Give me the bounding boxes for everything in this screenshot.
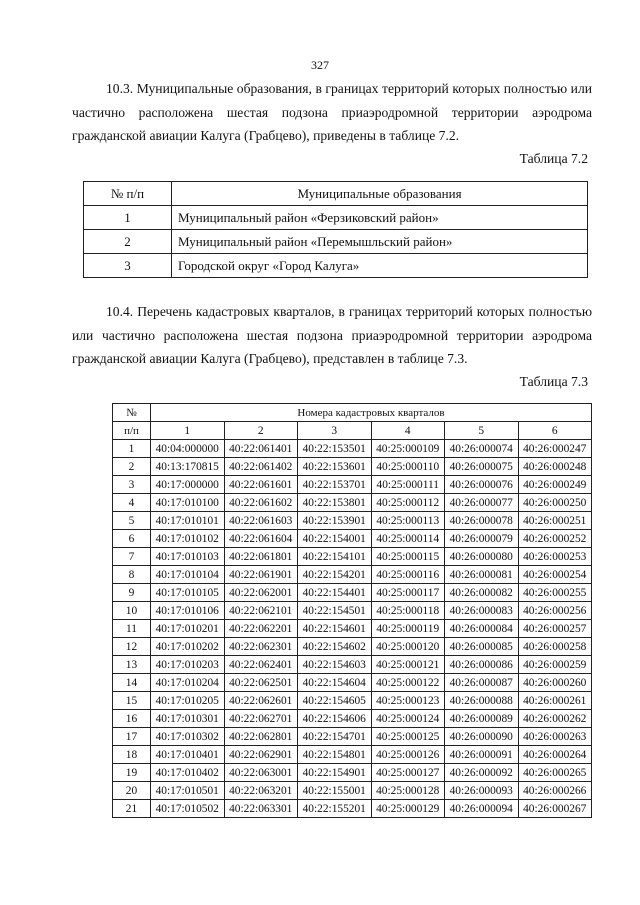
table-row <box>113 692 592 710</box>
cadastral-number-cell: 40:26:000089 <box>445 710 519 728</box>
cadastral-number-cell: 40:25:000112 <box>371 494 445 512</box>
table-row <box>113 566 592 584</box>
cadastral-number-cell: 40:17:010302 <box>151 728 225 746</box>
cadastral-number-cell: 40:25:000128 <box>371 782 445 800</box>
row-number: 16 <box>113 710 151 728</box>
cadastral-number-cell: 40:26:000091 <box>445 746 519 764</box>
paragraph-10-4 <box>72 300 592 371</box>
cadastral-number-cell: 40:26:000077 <box>445 494 519 512</box>
table-row <box>113 800 592 818</box>
cadastral-number-cell: 40:22:155201 <box>298 800 372 818</box>
cadastral-number-cell: 40:26:000249 <box>518 476 592 494</box>
cadastral-number-cell: 40:17:010100 <box>151 494 225 512</box>
cadastral-number-cell: 40:25:000111 <box>371 476 445 494</box>
cadastral-number-cell: 40:26:000082 <box>445 584 519 602</box>
cadastral-number-cell: 40:17:010205 <box>151 692 225 710</box>
table-row <box>113 458 592 476</box>
cadastral-number-cell: 40:26:000266 <box>518 782 592 800</box>
cadastral-number-cell: 40:26:000258 <box>518 638 592 656</box>
cadastral-number-cell: 40:26:000083 <box>445 602 519 620</box>
cadastral-number-cell: 40:22:154201 <box>298 566 372 584</box>
table-row <box>113 476 592 494</box>
cadastral-number-cell: 40:26:000094 <box>445 800 519 818</box>
table-row <box>113 782 592 800</box>
cadastral-number-cell: 40:17:010104 <box>151 566 225 584</box>
cadastral-number-cell: 40:13:170815 <box>151 458 225 476</box>
cadastral-number-cell: 40:26:000261 <box>518 692 592 710</box>
row-number: 1 <box>84 206 172 230</box>
cadastral-number-cell: 40:25:000123 <box>371 692 445 710</box>
table-row <box>113 530 592 548</box>
column-number: 3 <box>298 422 372 440</box>
paragraph-number: 10.4. <box>106 304 134 319</box>
cadastral-number-cell: 40:17:010203 <box>151 656 225 674</box>
cadastral-number-cell: 40:17:010501 <box>151 782 225 800</box>
cadastral-number-cell: 40:26:000265 <box>518 764 592 782</box>
cadastral-number-cell: 40:25:000129 <box>371 800 445 818</box>
cadastral-number-cell: 40:22:062101 <box>224 602 298 620</box>
paragraph-number: 10.3. <box>106 81 134 96</box>
cadastral-number-cell: 40:22:061604 <box>224 530 298 548</box>
cadastral-number-cell: 40:22:154606 <box>298 710 372 728</box>
cadastral-number-cell: 40:22:154605 <box>298 692 372 710</box>
row-number: 17 <box>113 728 151 746</box>
header-cell-num: № п/п <box>84 182 172 206</box>
cadastral-number-cell: 40:26:000254 <box>518 566 592 584</box>
row-number: 9 <box>113 584 151 602</box>
cadastral-number-cell: 40:26:000075 <box>445 458 519 476</box>
column-number: 2 <box>224 422 298 440</box>
cadastral-number-cell: 40:22:153901 <box>298 512 372 530</box>
cadastral-number-cell: 40:22:154001 <box>298 530 372 548</box>
row-number: 18 <box>113 746 151 764</box>
table-row <box>113 746 592 764</box>
cadastral-number-cell: 40:26:000081 <box>445 566 519 584</box>
cadastral-number-cell: 40:22:061402 <box>224 458 298 476</box>
table-row <box>113 656 592 674</box>
cadastral-number-cell: 40:22:062801 <box>224 728 298 746</box>
header-cell-num: № <box>113 404 151 422</box>
row-number: 6 <box>113 530 151 548</box>
cadastral-number-cell: 40:25:000121 <box>371 656 445 674</box>
row-number: 7 <box>113 548 151 566</box>
cadastral-number-cell: 40:22:154604 <box>298 674 372 692</box>
table-row <box>113 728 592 746</box>
cadastral-number-cell: 40:26:000264 <box>518 746 592 764</box>
cadastral-number-cell: 40:26:000257 <box>518 620 592 638</box>
cadastral-number-cell: 40:25:000113 <box>371 512 445 530</box>
cadastral-number-cell: 40:26:000247 <box>518 440 592 458</box>
row-number: 2 <box>113 458 151 476</box>
cadastral-number-cell: 40:26:000076 <box>445 476 519 494</box>
row-number: 3 <box>113 476 151 494</box>
cadastral-number-cell: 40:26:000263 <box>518 728 592 746</box>
cadastral-number-cell: 40:22:154801 <box>298 746 372 764</box>
cadastral-number-cell: 40:22:063001 <box>224 764 298 782</box>
cadastral-number-cell: 40:26:000267 <box>518 800 592 818</box>
cadastral-number-cell: 40:22:154501 <box>298 602 372 620</box>
cadastral-number-cell: 40:25:000120 <box>371 638 445 656</box>
cadastral-number-cell: 40:26:000080 <box>445 548 519 566</box>
cadastral-number-cell: 40:25:000124 <box>371 710 445 728</box>
cadastral-number-cell: 40:22:062301 <box>224 638 298 656</box>
cadastral-number-cell: 40:22:153701 <box>298 476 372 494</box>
cadastral-number-cell: 40:22:061603 <box>224 512 298 530</box>
cadastral-number-cell: 40:22:154603 <box>298 656 372 674</box>
cadastral-number-cell: 40:25:000119 <box>371 620 445 638</box>
table-row <box>113 710 592 728</box>
cadastral-number-cell: 40:26:000078 <box>445 512 519 530</box>
cadastral-number-cell: 40:22:061801 <box>224 548 298 566</box>
table-7-2 <box>83 181 588 278</box>
cadastral-number-cell: 40:26:000250 <box>518 494 592 512</box>
row-number: 11 <box>113 620 151 638</box>
table-row <box>113 638 592 656</box>
header-cell-name: Муниципальные образования <box>172 182 588 206</box>
paragraph-text: Муниципальные образования, в границах территорий которых полностью или частично расположена шестая подзона приаэродромной территории аэродрома гражданской авиации Калуга (Грабцево), приведены в таблице 7.2. <box>72 81 592 143</box>
cadastral-number-cell: 40:26:000251 <box>518 512 592 530</box>
row-number: 14 <box>113 674 151 692</box>
cadastral-number-cell: 40:26:000092 <box>445 764 519 782</box>
cadastral-number-cell: 40:26:000248 <box>518 458 592 476</box>
cadastral-number-cell: 40:22:154601 <box>298 620 372 638</box>
cadastral-number-cell: 40:26:000087 <box>445 674 519 692</box>
cadastral-number-cell: 40:17:010202 <box>151 638 225 656</box>
table-header-row <box>113 404 592 422</box>
cadastral-number-cell: 40:25:000117 <box>371 584 445 602</box>
cadastral-number-cell: 40:22:062901 <box>224 746 298 764</box>
column-number: 6 <box>518 422 592 440</box>
table-7-3-caption: Таблица 7.3 <box>519 374 588 389</box>
cadastral-number-cell: 40:17:010301 <box>151 710 225 728</box>
table-row <box>113 602 592 620</box>
row-number: 20 <box>113 782 151 800</box>
cadastral-number-cell: 40:25:000122 <box>371 674 445 692</box>
cadastral-number-cell: 40:17:010502 <box>151 800 225 818</box>
cadastral-number-cell: 40:26:000252 <box>518 530 592 548</box>
municipality-name: Городской округ «Город Калуга» <box>172 254 588 278</box>
row-number: 15 <box>113 692 151 710</box>
cadastral-number-cell: 40:17:010402 <box>151 764 225 782</box>
cadastral-number-cell: 40:26:000074 <box>445 440 519 458</box>
cadastral-number-cell: 40:22:155001 <box>298 782 372 800</box>
cadastral-number-cell: 40:25:000116 <box>371 566 445 584</box>
cadastral-number-cell: 40:22:153601 <box>298 458 372 476</box>
header-cell-num-sub: п/п <box>113 422 151 440</box>
cadastral-number-cell: 40:22:062201 <box>224 620 298 638</box>
table-row <box>113 512 592 530</box>
cadastral-number-cell: 40:26:000262 <box>518 710 592 728</box>
row-number: 1 <box>113 440 151 458</box>
cadastral-number-cell: 40:17:010401 <box>151 746 225 764</box>
cadastral-number-cell: 40:22:061901 <box>224 566 298 584</box>
paragraph-text: Перечень кадастровых кварталов, в границах территорий которых полностью или частично расположена шестая подзона приаэродромной территории аэродрома гражданской авиации Калуга (Грабцево), представлен в таблице 7.3. <box>72 304 592 366</box>
cadastral-number-cell: 40:22:154602 <box>298 638 372 656</box>
cadastral-number-cell: 40:25:000127 <box>371 764 445 782</box>
cadastral-number-cell: 40:22:153501 <box>298 440 372 458</box>
cadastral-number-cell: 40:17:010204 <box>151 674 225 692</box>
cadastral-number-cell: 40:22:062501 <box>224 674 298 692</box>
row-number: 5 <box>113 512 151 530</box>
table-7-2-caption: Таблица 7.2 <box>519 151 588 166</box>
cadastral-number-cell: 40:17:010102 <box>151 530 225 548</box>
cadastral-number-cell: 40:22:063201 <box>224 782 298 800</box>
paragraph-10-3 <box>72 77 592 148</box>
column-number: 4 <box>371 422 445 440</box>
cadastral-number-cell: 40:26:000090 <box>445 728 519 746</box>
table-header-row <box>113 422 592 440</box>
cadastral-number-cell: 40:22:062701 <box>224 710 298 728</box>
cadastral-number-cell: 40:17:010201 <box>151 620 225 638</box>
cadastral-number-cell: 40:22:154101 <box>298 548 372 566</box>
cadastral-number-cell: 40:22:062401 <box>224 656 298 674</box>
cadastral-number-cell: 40:22:061601 <box>224 476 298 494</box>
cadastral-number-cell: 40:26:000085 <box>445 638 519 656</box>
cadastral-number-cell: 40:25:000125 <box>371 728 445 746</box>
cadastral-number-cell: 40:25:000126 <box>371 746 445 764</box>
cadastral-number-cell: 40:22:061401 <box>224 440 298 458</box>
table-7-3 <box>112 403 592 818</box>
row-number: 3 <box>84 254 172 278</box>
cadastral-number-cell: 40:26:000093 <box>445 782 519 800</box>
header-cell-group: Номера кадастровых кварталов <box>151 404 592 422</box>
cadastral-number-cell: 40:17:010103 <box>151 548 225 566</box>
cadastral-number-cell: 40:26:000253 <box>518 548 592 566</box>
cadastral-number-cell: 40:25:000114 <box>371 530 445 548</box>
cadastral-number-cell: 40:22:154901 <box>298 764 372 782</box>
row-number: 21 <box>113 800 151 818</box>
cadastral-number-cell: 40:26:000084 <box>445 620 519 638</box>
cadastral-number-cell: 40:26:000255 <box>518 584 592 602</box>
cadastral-number-cell: 40:17:010101 <box>151 512 225 530</box>
cadastral-number-cell: 40:26:000079 <box>445 530 519 548</box>
cadastral-number-cell: 40:25:000118 <box>371 602 445 620</box>
cadastral-number-cell: 40:22:062001 <box>224 584 298 602</box>
table-row <box>84 254 588 278</box>
table-header-row <box>84 182 588 206</box>
cadastral-number-cell: 40:22:062601 <box>224 692 298 710</box>
column-number: 5 <box>445 422 519 440</box>
table-row <box>84 230 588 254</box>
cadastral-number-cell: 40:22:061602 <box>224 494 298 512</box>
row-number: 8 <box>113 566 151 584</box>
cadastral-number-cell: 40:26:000259 <box>518 656 592 674</box>
table-row <box>113 674 592 692</box>
cadastral-number-cell: 40:26:000088 <box>445 692 519 710</box>
column-number: 1 <box>151 422 225 440</box>
cadastral-number-cell: 40:22:063301 <box>224 800 298 818</box>
cadastral-number-cell: 40:26:000086 <box>445 656 519 674</box>
cadastral-number-cell: 40:22:153801 <box>298 494 372 512</box>
cadastral-number-cell: 40:25:000115 <box>371 548 445 566</box>
row-number: 12 <box>113 638 151 656</box>
row-number: 10 <box>113 602 151 620</box>
cadastral-number-cell: 40:22:154701 <box>298 728 372 746</box>
municipality-name: Муниципальный район «Ферзиковский район» <box>172 206 588 230</box>
municipality-name: Муниципальный район «Перемышльский район» <box>172 230 588 254</box>
cadastral-number-cell: 40:26:000256 <box>518 602 592 620</box>
table-row <box>113 440 592 458</box>
cadastral-number-cell: 40:22:154401 <box>298 584 372 602</box>
row-number: 13 <box>113 656 151 674</box>
page-number: 327 <box>311 58 329 72</box>
table-row <box>113 494 592 512</box>
table-row <box>113 620 592 638</box>
cadastral-number-cell: 40:25:000110 <box>371 458 445 476</box>
table-row <box>113 764 592 782</box>
cadastral-number-cell: 40:17:010105 <box>151 584 225 602</box>
cadastral-number-cell: 40:17:010106 <box>151 602 225 620</box>
cadastral-number-cell: 40:17:000000 <box>151 476 225 494</box>
table-row <box>113 548 592 566</box>
table-row <box>113 584 592 602</box>
row-number: 4 <box>113 494 151 512</box>
row-number: 2 <box>84 230 172 254</box>
cadastral-number-cell: 40:26:000260 <box>518 674 592 692</box>
row-number: 19 <box>113 764 151 782</box>
table-row <box>84 206 588 230</box>
cadastral-number-cell: 40:04:000000 <box>151 440 225 458</box>
cadastral-number-cell: 40:25:000109 <box>371 440 445 458</box>
